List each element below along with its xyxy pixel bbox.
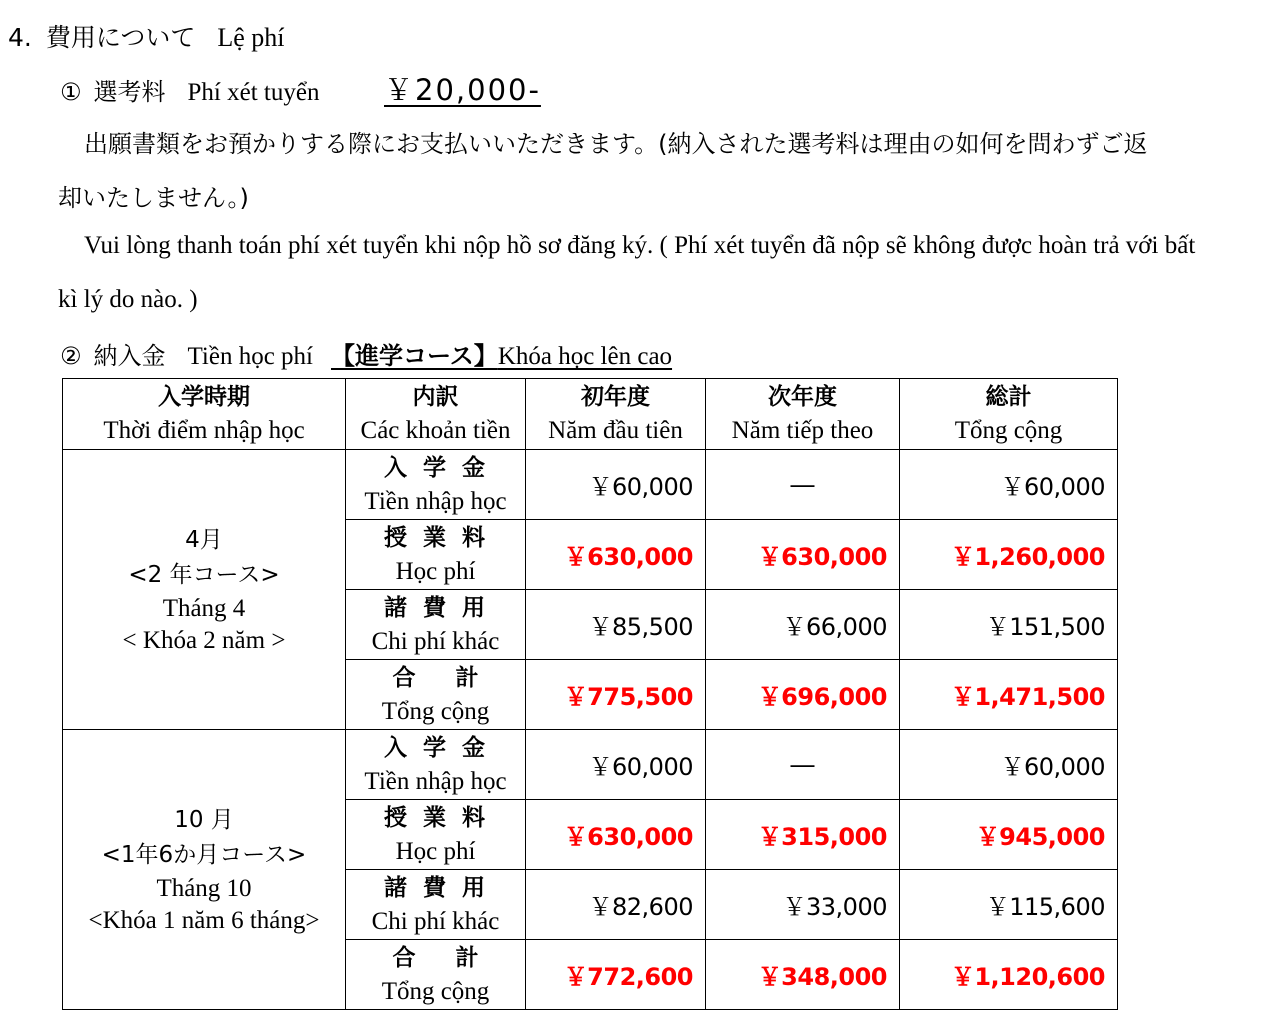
amount-total: ￥1,120,600 <box>900 940 1118 1010</box>
header-entry-period: 入学時期 Thời điểm nhập học <box>63 379 346 450</box>
amount-next-year: ― <box>706 450 900 520</box>
section-title-jp: 費用について <box>45 23 196 52</box>
table-row <box>63 730 1118 800</box>
entry-period-october: 10 月 <1年6か月コース> Tháng 10 <Khóa 1 năm 6 tháng> <box>63 730 346 1010</box>
amount-total: ￥1,260,000 <box>900 520 1118 590</box>
amount-next-year: ￥66,000 <box>706 590 900 660</box>
selection-fee-price: ￥20,000- <box>384 73 541 107</box>
header-next-year: 次年度 Năm tiếp theo <box>706 379 900 450</box>
selection-fee-heading <box>60 72 541 107</box>
header-breakdown: 内訳 Các khoản tiền <box>346 379 526 450</box>
tuition-label-vi: Tiền học phí <box>187 343 313 370</box>
section-title-vi: Lệ phí <box>217 23 285 52</box>
selection-fee-note-jp-line1: 出願書類をお預かりする際にお支払いいただきます。(納入された選考料は理由の如何を問わずご返 <box>84 130 1148 158</box>
item-tuition: 授業料 Học phí <box>346 520 526 590</box>
amount-first-year: ￥85,500 <box>526 590 706 660</box>
amount-total: ￥151,500 <box>900 590 1118 660</box>
amount-first-year: ￥630,000 <box>526 520 706 590</box>
section-heading <box>8 18 285 54</box>
item-admission-fee: 入学金 Tiền nhập học <box>346 730 526 800</box>
selection-fee-note-jp-line2: 却いたしません。) <box>58 184 249 212</box>
amount-next-year: ￥33,000 <box>706 870 900 940</box>
amount-first-year: ￥630,000 <box>526 800 706 870</box>
fee-table <box>62 378 1118 1010</box>
amount-first-year: ￥775,500 <box>526 660 706 730</box>
item-other-fees: 諸費用 Chi phí khác <box>346 870 526 940</box>
selection-fee-label-vi: Phí xét tuyển <box>187 79 320 106</box>
amount-first-year: ￥772,600 <box>526 940 706 1010</box>
header-first-year: 初年度 Năm đầu tiên <box>526 379 706 450</box>
entry-period-april: 4月 <2 年コース> Tháng 4 < Khóa 2 năm > <box>63 450 346 730</box>
selection-fee-note-vi-line1: Vui lòng thanh toán phí xét tuyển khi nộp hồ sơ đăng ký. ( Phí xét tuyển đã nộp sẽ không được hoàn trả với bất <box>84 232 1196 259</box>
amount-next-year: ￥696,000 <box>706 660 900 730</box>
amount-total: ￥115,600 <box>900 870 1118 940</box>
item1-marker: ① <box>60 78 82 106</box>
selection-fee-label-jp: 選考料 <box>93 78 166 106</box>
tuition-heading <box>60 336 672 371</box>
course-name-vi: Khóa học lên cao <box>497 343 673 370</box>
course-name-jp: 【進学コース】 <box>331 342 498 370</box>
item2-marker: ② <box>60 342 82 370</box>
course-name <box>331 342 672 370</box>
section-number: 4. <box>8 23 32 52</box>
amount-first-year: ￥60,000 <box>526 730 706 800</box>
header-total: 総計 Tổng cộng <box>900 379 1118 450</box>
item-subtotal: 合計 Tổng cộng <box>346 660 526 730</box>
item-admission-fee: 入学金 Tiền nhập học <box>346 450 526 520</box>
table-row <box>63 450 1118 520</box>
amount-next-year: ￥630,000 <box>706 520 900 590</box>
amount-next-year: ￥315,000 <box>706 800 900 870</box>
amount-total: ￥945,000 <box>900 800 1118 870</box>
amount-total: ￥1,471,500 <box>900 660 1118 730</box>
table-header-row <box>63 379 1118 450</box>
amount-first-year: ￥60,000 <box>526 450 706 520</box>
amount-next-year: ￥348,000 <box>706 940 900 1010</box>
selection-fee-note-vi-line2: kì lý do nào. ) <box>58 286 198 313</box>
amount-total: ￥60,000 <box>900 450 1118 520</box>
amount-next-year: ― <box>706 730 900 800</box>
amount-first-year: ￥82,600 <box>526 870 706 940</box>
amount-total: ￥60,000 <box>900 730 1118 800</box>
item-other-fees: 諸費用 Chi phí khác <box>346 590 526 660</box>
tuition-label-jp: 納入金 <box>93 342 166 370</box>
item-tuition: 授業料 Học phí <box>346 800 526 870</box>
item-subtotal: 合計 Tổng cộng <box>346 940 526 1010</box>
